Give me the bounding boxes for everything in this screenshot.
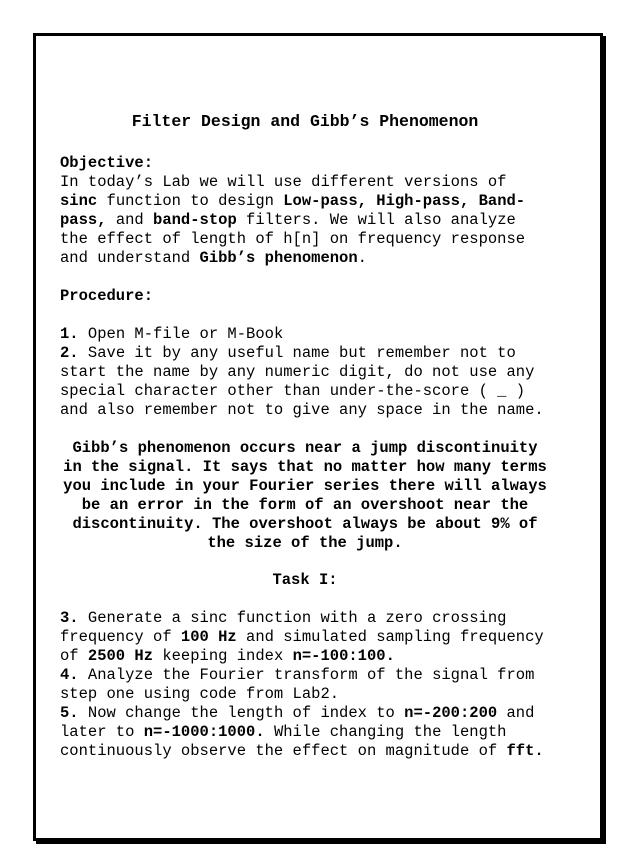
step-text: and later to <box>60 704 535 741</box>
bold-value: 2500 Hz <box>87 647 154 665</box>
step-text: Open M-file or M-Book <box>78 325 284 343</box>
objective-bold-bandstop: band-stop <box>153 211 237 229</box>
step-text: keeping index <box>153 647 293 665</box>
bold-value: 100 Hz <box>180 628 237 646</box>
objective-bold-lowpass-highpass: Low-pass, High-pass, <box>283 192 470 210</box>
objective-paragraph <box>60 173 550 268</box>
bold-value: n=-200:200 <box>404 704 498 722</box>
step-text: ) and also remember not to give any space in the name. <box>60 382 544 419</box>
procedure-heading: Procedure: <box>60 287 154 305</box>
step-text: While changing the length continuously observe the effect on magnitude of <box>60 723 507 760</box>
objective-heading: Objective: <box>60 154 154 172</box>
bold-value: n=-1000:1000. <box>143 723 265 741</box>
objective-text: . <box>357 249 367 267</box>
step-text: Now change the length of index to <box>78 704 405 722</box>
spacer <box>60 420 550 439</box>
procedure-step-2 <box>60 344 550 420</box>
step-text: Analyze the Fourier transform of the signal from step one using code from Lab2. <box>60 666 535 703</box>
spacer <box>60 553 550 571</box>
step-number: 5. <box>60 704 79 722</box>
step-number: 2. <box>60 344 79 362</box>
task-step-3 <box>60 609 550 666</box>
step-text: and simulated sampling frequency of <box>60 628 544 665</box>
step-number: 3. <box>60 609 79 627</box>
gibbs-callout: Gibb’s phenomenon occurs near a jump discontinuity in the signal. It says that no matter how many terms you include in your Fourier series there will always be an error in the form of an overshoot near the discontinuity. The overshoot always be about 9% of the size of the jump. <box>63 439 547 552</box>
bold-value: fft. <box>506 742 544 760</box>
step-number: 1. <box>60 325 79 343</box>
underscore-symbol: _ <box>497 382 507 400</box>
spacer <box>60 590 550 609</box>
task-step-4 <box>60 666 550 704</box>
step-number: 4. <box>60 666 79 684</box>
bold-value: n=-100:100. <box>292 647 395 665</box>
objective-bold-sinc: sinc <box>60 192 98 210</box>
objective-text: function to design <box>97 192 284 210</box>
objective-text <box>469 192 478 210</box>
objective-bold-bandpass: Band-pass, <box>60 192 526 229</box>
objective-text: and <box>106 211 154 229</box>
objective-bold-gibbs: Gibb’s phenomenon <box>199 249 358 267</box>
document-title: Filter Design and Gibb’s Phenomenon <box>131 112 479 131</box>
step-text: Save it by any useful name but remember not to start the name by any numeric digit, do not use any special character other than under-the-score ( <box>60 344 535 400</box>
spacer <box>60 268 550 287</box>
objective-text: In today’s Lab we will use different versions of <box>60 173 507 191</box>
objective-text: filters. We will also analyze the effect of length of h[n] on frequency response and understand <box>60 211 526 267</box>
step-text: Generate a sinc function with a zero crossing frequency of <box>60 609 507 646</box>
task-step-5 <box>60 704 550 761</box>
procedure-step-1 <box>60 325 550 344</box>
document-body <box>60 111 550 761</box>
task-heading: Task I: <box>272 571 338 589</box>
spacer <box>60 306 550 325</box>
